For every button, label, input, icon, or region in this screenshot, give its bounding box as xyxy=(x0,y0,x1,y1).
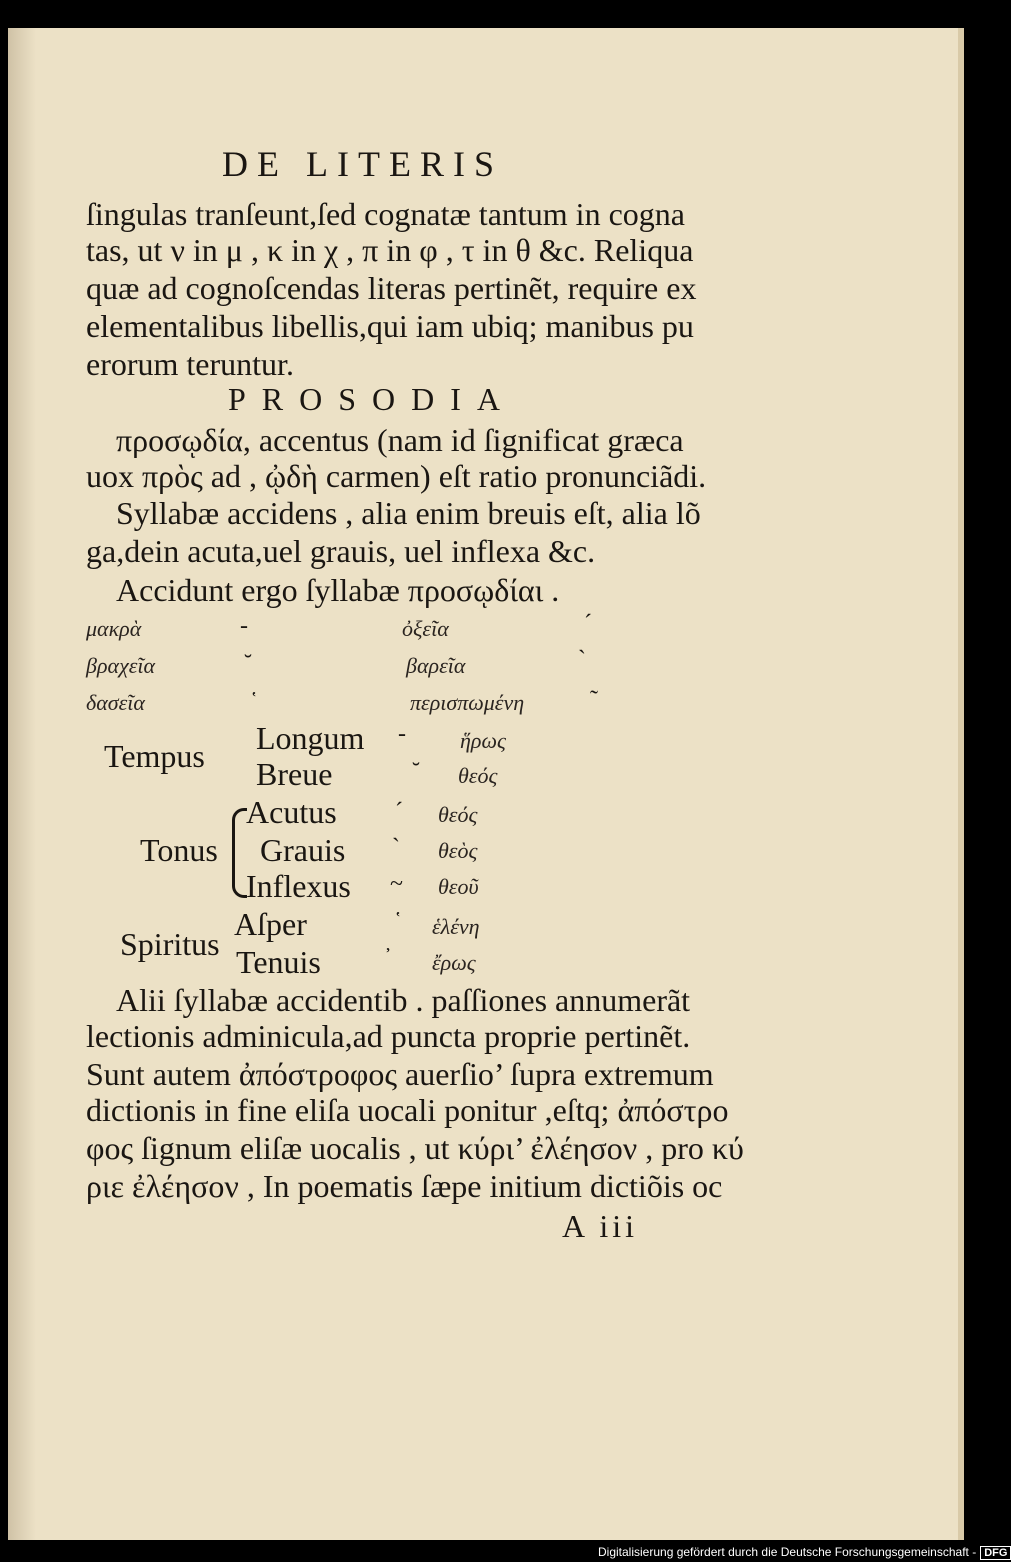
greek-example: ἔρως xyxy=(432,950,476,975)
greek-term: βραχεῖα xyxy=(86,653,156,678)
prosody-term: Longum xyxy=(256,720,365,756)
body-line: Sunt autem ἀπόστροφος auerſio’ ſupra extremum xyxy=(86,1056,714,1092)
prosody-term: Aſper xyxy=(234,906,307,942)
prosody-term: Breue xyxy=(256,756,333,792)
prosody-sign: - xyxy=(398,721,406,747)
body-line: ga,dein acuta,uel grauis, uel inflexa &c. xyxy=(86,533,596,569)
accent-sign: ˘ xyxy=(244,651,252,677)
section-title: PROSODIA xyxy=(228,381,517,417)
body-line: Syllabæ accidens , alia enim breuis eſt, alia lõ xyxy=(116,495,701,531)
prosody-sign: ´ xyxy=(395,799,403,825)
signature-mark: A iii xyxy=(562,1208,639,1244)
greek-term: μακρὰ xyxy=(86,616,142,641)
body-line: Alii ſyllabæ accidentib . paſſiones annumerãt xyxy=(116,982,691,1018)
body-line: Accidunt ergo ſyllabæ προσῳδίαι . xyxy=(116,572,560,608)
greek-example: θεός xyxy=(458,763,498,788)
body-line: dictionis in fine eliſa uocali ponitur ,eſtq; ἀπόστρο xyxy=(86,1092,729,1128)
greek-term: βαρεῖα xyxy=(406,653,466,678)
prosody-sign: ᾿ xyxy=(384,945,392,971)
prosody-term: Grauis xyxy=(260,832,346,868)
body-line: ριε ἐλέησον , In poematis ſæpe initium dictiõis oc xyxy=(86,1168,723,1204)
tonus-brace xyxy=(232,808,247,898)
prosody-term: Inflexus xyxy=(246,868,351,904)
prosody-term: Tenuis xyxy=(236,944,321,980)
group-label-spiritus: Spiritus xyxy=(120,926,220,962)
greek-term: ὀξεῖα xyxy=(402,616,449,641)
prosody-sign: ~ xyxy=(390,871,403,897)
body-line: uox πρὸς ad , ᾠδὴ carmen) eſt ratio pronunciãdi. xyxy=(86,458,707,494)
group-label-tempus: Tempus xyxy=(104,738,205,774)
prosody-sign: ` xyxy=(392,835,400,861)
credit-text: Digitalisierung gefördert durch die Deutsche Forschungsgemeinschaft - xyxy=(598,1545,977,1559)
greek-term: περισπωμένη xyxy=(410,690,525,715)
body-line: ſingulas tranſeunt,ſed cognatæ tantum in cogna xyxy=(86,196,685,232)
greek-example: θεοῦ xyxy=(438,874,479,899)
prosody-sign: ῾ xyxy=(394,909,402,935)
accent-sign: ῾ xyxy=(250,689,258,715)
body-line: tas, ut ν in μ , κ in χ , π in φ , τ in θ &c. Reliqua xyxy=(86,232,694,268)
accent-sign: - xyxy=(240,613,248,639)
body-line: erorum teruntur. xyxy=(86,346,294,382)
greek-example: θεὸς xyxy=(438,838,478,863)
accent-sign: ´ xyxy=(584,611,592,637)
body-line: elementalibus libellis,qui iam ubiq; manibus pu xyxy=(86,308,694,344)
accent-sign: ῀ xyxy=(590,687,598,713)
body-line: lectionis adminicula,ad puncta proprie pertinẽt. xyxy=(86,1018,691,1054)
group-label-tonus: Tonus xyxy=(140,832,218,868)
body-line: quæ ad cognoſcendas literas pertinẽt, require ex xyxy=(86,270,697,306)
greek-example: ἥρως xyxy=(460,728,506,753)
body-line: προσῳδία, accentus (nam id ſignificat græca xyxy=(116,422,684,458)
greek-example: θεός xyxy=(438,802,478,827)
body-line: φος ſignum eliſæ uocalis , ut κύρι’ ἐλέησον , pro κύ xyxy=(86,1130,744,1166)
greek-example: ἑλένη xyxy=(432,914,480,939)
running-title: DE LITERIS xyxy=(222,144,503,184)
prosody-sign: ˘ xyxy=(412,759,420,785)
greek-term: δασεῖα xyxy=(86,690,145,715)
accent-sign: ` xyxy=(578,647,586,673)
dfg-logo: DFG xyxy=(980,1546,1011,1560)
prosody-term: Acutus xyxy=(246,794,337,830)
digitization-credit xyxy=(598,1545,1011,1560)
